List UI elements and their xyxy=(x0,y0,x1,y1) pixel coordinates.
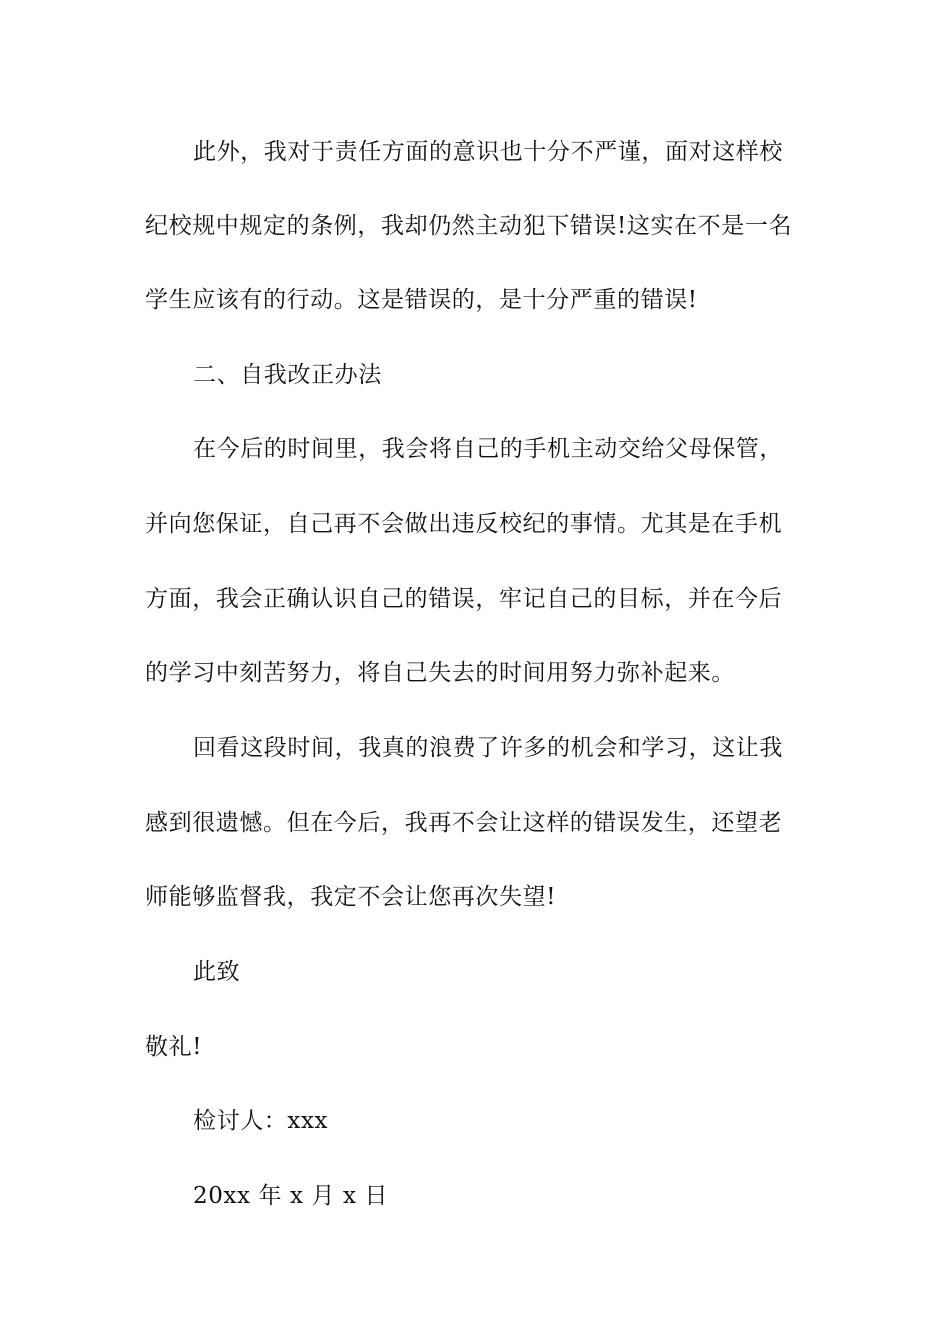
paragraph-line: 在今后的时间里，我会将自己的手机主动交给父母保管， xyxy=(193,436,783,462)
section-heading: 二、自我改正办法 xyxy=(193,362,382,388)
signature-line: 检讨人：xxx xyxy=(193,1108,329,1134)
paragraph-line: 学生应该有的行动。这是错误的，是十分严重的错误! xyxy=(145,287,698,313)
paragraph-line: 方面，我会正确认识自己的错误，牢记自己的目标，并在今后 xyxy=(145,586,783,612)
paragraph-line: 此外，我对于责任方面的意识也十分不严谨，面对这样校 xyxy=(193,139,783,165)
paragraph-line: 纪校规中规定的条例，我却仍然主动犯下错误!这实在不是一名 xyxy=(145,213,793,239)
paragraph-line: 回看这段时间，我真的浪费了许多的机会和学习，这让我 xyxy=(193,735,783,761)
paragraph-line: 师能够监督我，我定不会让您再次失望! xyxy=(145,884,557,910)
paragraph-line: 感到很遗憾。但在今后，我再不会让这样的错误发生，还望老 xyxy=(145,810,783,836)
date-line: 20xx 年 x 月 x 日 xyxy=(193,1183,389,1209)
paragraph-line: 并向您保证，自己再不会做出违反校纪的事情。尤其是在手机 xyxy=(145,511,783,537)
paragraph-line: 的学习中刻苦努力，将自己失去的时间用努力弥补起来。 xyxy=(145,660,735,686)
closing-salutation: 此致 xyxy=(193,959,241,985)
closing-respect: 敬礼! xyxy=(145,1034,203,1060)
